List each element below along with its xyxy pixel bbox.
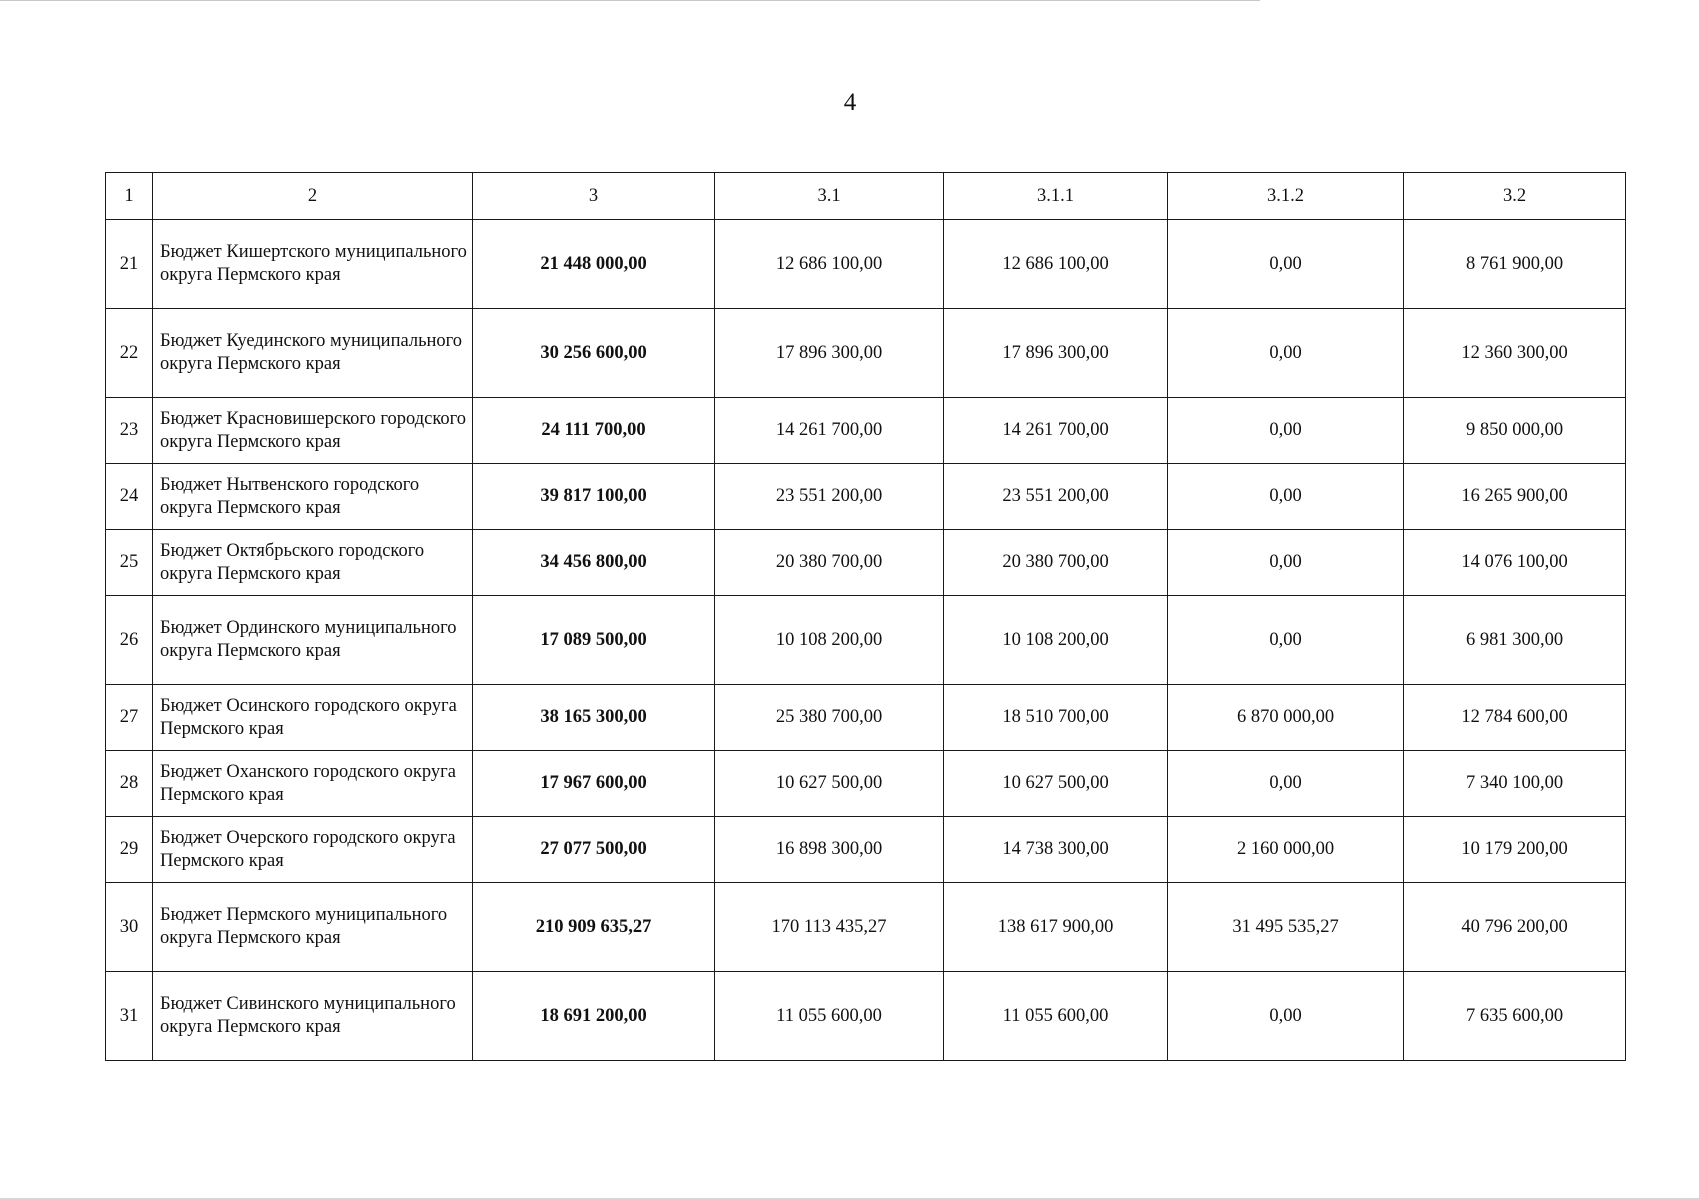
amount-3-2: 7 635 600,00	[1404, 972, 1626, 1061]
budget-name: Бюджет Ординского муниципального округа Пермского края	[153, 596, 473, 685]
amount-3-1: 10 627 500,00	[715, 751, 944, 817]
table-row	[106, 220, 1626, 309]
table-row	[106, 751, 1626, 817]
amount-3-1-2: 6 870 000,00	[1168, 685, 1404, 751]
amount-3-1: 10 108 200,00	[715, 596, 944, 685]
amount-3-1-2: 0,00	[1168, 309, 1404, 398]
amount-3-1-1: 23 551 200,00	[944, 464, 1168, 530]
amount-3-1-1: 18 510 700,00	[944, 685, 1168, 751]
row-number: 31	[106, 972, 153, 1061]
amount-3-1-2: 0,00	[1168, 751, 1404, 817]
header-cell: 3.1.2	[1168, 173, 1404, 220]
budget-name: Бюджет Очерского городского округа Пермского края	[153, 817, 473, 883]
amount-3-1: 11 055 600,00	[715, 972, 944, 1061]
row-number: 27	[106, 685, 153, 751]
total-amount: 210 909 635,27	[473, 883, 715, 972]
amount-3-1: 12 686 100,00	[715, 220, 944, 309]
amount-3-1-1: 138 617 900,00	[944, 883, 1168, 972]
amount-3-1-2: 0,00	[1168, 530, 1404, 596]
scan-edge-top	[0, 0, 1260, 1]
budget-name: Бюджет Пермского муниципального округа Пермского края	[153, 883, 473, 972]
total-amount: 21 448 000,00	[473, 220, 715, 309]
amount-3-2: 8 761 900,00	[1404, 220, 1626, 309]
budget-name: Бюджет Нытвенского городского округа Пермского края	[153, 464, 473, 530]
table-row	[106, 530, 1626, 596]
budget-name: Бюджет Сивинского муниципального округа Пермского края	[153, 972, 473, 1061]
row-number: 24	[106, 464, 153, 530]
amount-3-1-1: 10 627 500,00	[944, 751, 1168, 817]
table-row	[106, 398, 1626, 464]
amount-3-1-2: 0,00	[1168, 220, 1404, 309]
total-amount: 17 967 600,00	[473, 751, 715, 817]
table-row	[106, 309, 1626, 398]
amount-3-2: 7 340 100,00	[1404, 751, 1626, 817]
amount-3-2: 12 360 300,00	[1404, 309, 1626, 398]
total-amount: 34 456 800,00	[473, 530, 715, 596]
row-number: 30	[106, 883, 153, 972]
page-number: 4	[843, 89, 857, 116]
table-header-row	[106, 173, 1626, 220]
budget-name: Бюджет Октябрьского городского округа Пермского края	[153, 530, 473, 596]
amount-3-1-1: 17 896 300,00	[944, 309, 1168, 398]
amount-3-1-2: 31 495 535,27	[1168, 883, 1404, 972]
total-amount: 27 077 500,00	[473, 817, 715, 883]
amount-3-2: 40 796 200,00	[1404, 883, 1626, 972]
budget-name: Бюджет Куединского муниципального округа Пермского края	[153, 309, 473, 398]
table-row	[106, 685, 1626, 751]
table-row	[106, 817, 1626, 883]
header-cell: 3.1	[715, 173, 944, 220]
total-amount: 18 691 200,00	[473, 972, 715, 1061]
amount-3-2: 12 784 600,00	[1404, 685, 1626, 751]
header-cell: 1	[106, 173, 153, 220]
amount-3-2: 16 265 900,00	[1404, 464, 1626, 530]
amount-3-1-2: 2 160 000,00	[1168, 817, 1404, 883]
amount-3-1-2: 0,00	[1168, 972, 1404, 1061]
amount-3-1-2: 0,00	[1168, 398, 1404, 464]
total-amount: 17 089 500,00	[473, 596, 715, 685]
budget-table	[105, 172, 1626, 1061]
header-cell: 3.2	[1404, 173, 1626, 220]
table-row	[106, 972, 1626, 1061]
amount-3-1-1: 14 738 300,00	[944, 817, 1168, 883]
amount-3-1-1: 14 261 700,00	[944, 398, 1168, 464]
amount-3-1: 14 261 700,00	[715, 398, 944, 464]
total-amount: 39 817 100,00	[473, 464, 715, 530]
table-row	[106, 883, 1626, 972]
total-amount: 24 111 700,00	[473, 398, 715, 464]
header-cell: 2	[153, 173, 473, 220]
total-amount: 38 165 300,00	[473, 685, 715, 751]
row-number: 26	[106, 596, 153, 685]
row-number: 22	[106, 309, 153, 398]
amount-3-1-1: 12 686 100,00	[944, 220, 1168, 309]
budget-name: Бюджет Кишертского муниципального округа Пермского края	[153, 220, 473, 309]
amount-3-1-2: 0,00	[1168, 464, 1404, 530]
amount-3-1-1: 20 380 700,00	[944, 530, 1168, 596]
row-number: 23	[106, 398, 153, 464]
amount-3-1-2: 0,00	[1168, 596, 1404, 685]
amount-3-2: 14 076 100,00	[1404, 530, 1626, 596]
amount-3-1: 20 380 700,00	[715, 530, 944, 596]
amount-3-1: 25 380 700,00	[715, 685, 944, 751]
amount-3-1: 17 896 300,00	[715, 309, 944, 398]
amount-3-1-1: 10 108 200,00	[944, 596, 1168, 685]
table-row	[106, 596, 1626, 685]
row-number: 21	[106, 220, 153, 309]
budget-name: Бюджет Осинского городского округа Пермского края	[153, 685, 473, 751]
row-number: 29	[106, 817, 153, 883]
row-number: 25	[106, 530, 153, 596]
table-row	[106, 464, 1626, 530]
budget-name: Бюджет Оханского городского округа Пермского края	[153, 751, 473, 817]
row-number: 28	[106, 751, 153, 817]
amount-3-2: 6 981 300,00	[1404, 596, 1626, 685]
header-cell: 3.1.1	[944, 173, 1168, 220]
amount-3-1: 170 113 435,27	[715, 883, 944, 972]
amount-3-2: 10 179 200,00	[1404, 817, 1626, 883]
header-cell: 3	[473, 173, 715, 220]
amount-3-1: 23 551 200,00	[715, 464, 944, 530]
budget-name: Бюджет Красновишерского городского округа Пермского края	[153, 398, 473, 464]
total-amount: 30 256 600,00	[473, 309, 715, 398]
amount-3-1: 16 898 300,00	[715, 817, 944, 883]
amount-3-2: 9 850 000,00	[1404, 398, 1626, 464]
amount-3-1-1: 11 055 600,00	[944, 972, 1168, 1061]
